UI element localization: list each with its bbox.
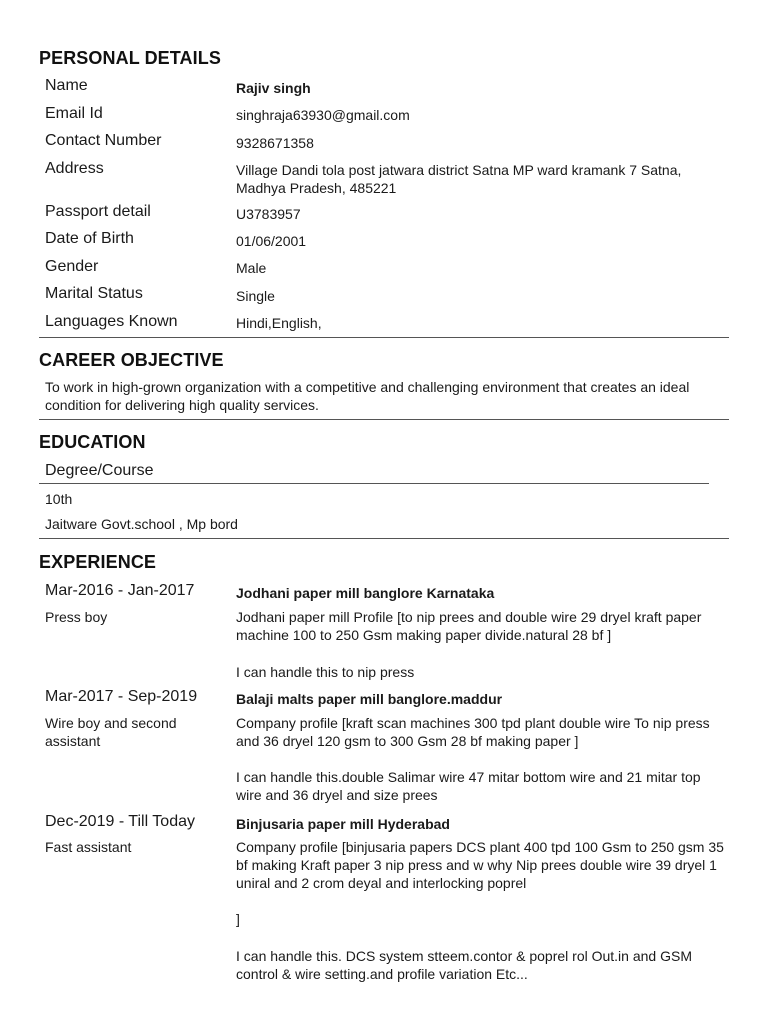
languages-label: Languages Known — [45, 313, 178, 330]
education-header-divider — [39, 483, 709, 484]
job-role: Press boy — [45, 609, 108, 625]
education-heading: EDUCATION — [39, 432, 146, 452]
marital-status-label: Marital Status — [45, 285, 143, 302]
dob-value: 01/06/2001 — [236, 233, 307, 249]
section-divider — [39, 538, 729, 539]
name-label: Name — [45, 77, 88, 94]
contact-label: Contact Number — [45, 132, 162, 149]
job-duty: I can handle this. DCS system stteem.contor & poprel rol Out.in and GSM control & wire setting.and profile variation Etc... — [236, 948, 692, 982]
career-objective-heading: CAREER OBJECTIVE — [39, 350, 224, 370]
job-role: Wire boy and second assistant — [45, 715, 177, 749]
job-profile: Jodhani paper mill Profile [to nip prees and double wire 29 dryel kraft paper machine 100 to 250 Gsm making paper divide.natural 28 bf ] — [236, 609, 702, 643]
marital-status-value: Single — [236, 288, 275, 304]
career-objective-text: To work in high-grown organization with a competitive and challenging environment that creates an ideal condition for delivering high quality services. — [45, 379, 690, 413]
section-divider — [39, 419, 729, 420]
job-period: Mar-2016 - Jan-2017 — [45, 582, 195, 599]
job-duty: I can handle this to nip press — [236, 664, 415, 680]
address-label: Address — [45, 160, 104, 177]
email-label: Email Id — [45, 105, 103, 122]
passport-value: U3783957 — [236, 206, 301, 222]
job-company: Binjusaria paper mill Hyderabad — [236, 816, 450, 832]
education-institution: Jaitware Govt.school , Mp bord — [45, 516, 238, 532]
name-value: Rajiv singh — [236, 80, 311, 96]
address-value: Village Dandi tola post jatwara district Satna MP ward kramank 7 Satna, Madhya Pradesh, 485221 — [236, 162, 682, 196]
job-period: Mar-2017 - Sep-2019 — [45, 688, 198, 705]
gender-label: Gender — [45, 258, 99, 275]
job-role: Fast assistant — [45, 839, 132, 855]
job-profile: Company profile [binjusaria papers DCS plant 400 tpd 100 Gsm to 250 gsm 35 bf making Kraft paper 3 nip press and w why Nip prees double wire 39 dryel 1 uniral and 2 crom deyal and interlocking poprel — [236, 839, 724, 891]
job-duty: I can handle this.double Salimar wire 47 mitar bottom wire and 21 mitar top wire and 36 dryel and size prees — [236, 769, 701, 803]
education-degree: 10th — [45, 491, 73, 507]
email-value: singhraja63930@gmail.com — [236, 107, 410, 123]
experience-heading: EXPERIENCE — [39, 552, 157, 572]
passport-label: Passport detail — [45, 203, 151, 220]
degree-course-header: Degree/Course — [45, 462, 154, 479]
dob-label: Date of Birth — [45, 230, 134, 247]
job-company: Balaji malts paper mill banglore.maddur — [236, 691, 503, 707]
contact-value: 9328671358 — [236, 135, 314, 151]
personal-details-heading: PERSONAL DETAILS — [39, 48, 221, 68]
section-divider — [39, 337, 729, 338]
gender-value: Male — [236, 260, 267, 276]
job-profile-end: ] — [236, 911, 240, 927]
job-company: Jodhani paper mill banglore Karnataka — [236, 585, 495, 601]
job-profile: Company profile [kraft scan machines 300 tpd plant double wire To nip press and 36 dryel 120 gsm to 300 Gsm 28 bf making paper ] — [236, 715, 710, 749]
languages-value: Hindi,English, — [236, 315, 322, 331]
job-period: Dec-2019 - Till Today — [45, 813, 195, 830]
